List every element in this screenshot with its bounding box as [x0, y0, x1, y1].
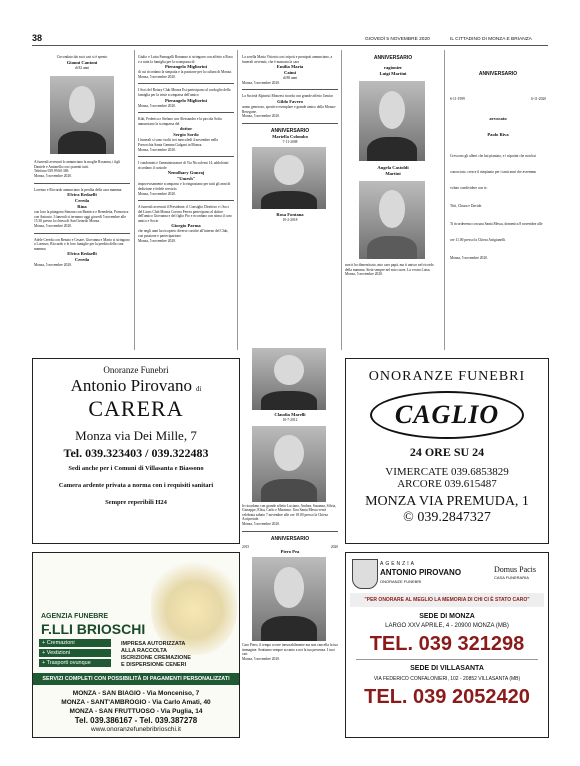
ad-address: Monza via Dei Mille, 7 [75, 428, 197, 443]
obit-photo [359, 181, 425, 259]
obit-text: improvvisamente scomparso e lo ringraziano per tutti gli anni di dedizione e fedele servizio. [138, 182, 231, 191]
column-3 [242, 55, 338, 223]
ad-logo-text: CAGLIO [394, 400, 500, 429]
obit-date: 6-11-1999 [450, 97, 465, 101]
obit-text: Giulio e Luisa Fumagalli Bonanno si stringono con affetto a Rosa e a tutta la famiglia per la scomparsa di [138, 55, 233, 64]
info-list [121, 641, 191, 669]
column-3-lower [242, 348, 338, 662]
obit-name: Luigi Martini [379, 71, 407, 76]
obit-text: Caro Piero, il tempo scorre inesorabilmente ma non cancella la tua immagine. Sentiamo sempre accanto a noi la tua presenza. I tuoi cari. [242, 643, 338, 657]
ad-phone: VIMERCATE 039.6853829 [385, 466, 509, 478]
obit-name: Martini [385, 171, 401, 176]
obit-year: 2020 [330, 544, 338, 549]
obit-place: Monza, 5 novembre 2020. [138, 74, 176, 79]
obit-text: con loro la piangono Simona con Beatrice e Benedetta, Francesca con Antonio. I funerali si terranno oggi giovedì 5 novembre alle 15.30 presso la chiesa di San Gerardo Monza. [34, 210, 129, 224]
obit-text: A funerali avvenuti il Presidente, il Consiglio Direttivo e i Soci del Lions Club Monza Corona Ferrea partecipano al dolore dell'amico Giovanna e del figlio Pio e ricordano con stima il caro amico e Socio [138, 205, 232, 223]
info-line: E DISPERSIONE CENERI [121, 662, 187, 668]
obit-date: 10-7-2012 [282, 418, 298, 422]
obit-place: Monza, 5 novembre 2020. [345, 272, 383, 277]
info-line: ALLA RACCOLTA [121, 648, 168, 654]
service-item: + Vestizioni [39, 649, 111, 657]
obit-text: Crescono gli alberi che hai piantato, e i nipotini che non hai conosciuto, cresce il rimpianto per i tanti anni che avremmo voluto condividere con te. [450, 153, 537, 190]
obit-place: Monza, 5 novembre 2020. [34, 173, 72, 178]
ad-address: MONZA VIA PREMUDA, 1 [365, 494, 529, 509]
obit-text: I condomini e l'amministratore di Via Niccolemi 14, addolorati ricordano il custode [138, 161, 229, 170]
obit-photo [252, 557, 326, 641]
anniversary-title: ANNIVERSARIO [478, 71, 518, 77]
column-1 [34, 55, 130, 268]
anniversary-title: ANNIVERSARIO [270, 535, 310, 542]
obit-name: Rosa Fontana [276, 212, 304, 218]
obit-date: 10-2-2018 [282, 218, 298, 223]
obit-date: 6-11-2020 [531, 97, 546, 101]
obit-place: Monza, 5 novembre 2020. [138, 103, 176, 108]
agency-name: ANTONIO PIROVANO [380, 568, 462, 577]
obit-photo [50, 76, 114, 154]
ad-name: CARERA [88, 396, 184, 421]
obit-text: Titti, Chiara e Davide. [450, 203, 483, 208]
header-paper: IL CITTADINO DI MONZA E BRIANZA [450, 37, 532, 42]
ad-phone: TEL. 039 321298 [369, 633, 525, 655]
obit-name: Giorgio Parma [171, 223, 201, 229]
obit-text: di cui ricordano la simpatia e la passione per la cultura di Monza. [138, 70, 232, 75]
obit-name: Piero Pea [280, 549, 300, 555]
obit-name: Claudia Marelli [274, 412, 306, 417]
agency-name: F.LLI BRIOSCHI [41, 621, 146, 637]
obit-name: Cereda [74, 257, 90, 263]
obit-name: Rina [77, 204, 87, 210]
obit-name: Caimi [284, 70, 296, 76]
obit-place: Monza, 5 novembre 2020. [242, 114, 280, 119]
obit-name: Pierangelo Migliorini [165, 97, 207, 103]
obit-text: Kiki, Federica e Stefano con Alessandro e la piccola Sofia annunciano la scomparsa del [138, 117, 222, 126]
motto: "PER ONORARE AL MEGLIO LA MEMORIA DI CHI CI È STATO CARO" [350, 593, 544, 607]
obit-year: 2015 [242, 544, 250, 549]
obit-text: La Società Alpinisti Monzesi ricorda con grande affetto l'amico [242, 94, 334, 99]
obit-text: Adele Cereda con Renato e Cesare, Giovanna e Mario si stringono a Lorenzo, Riccardo e le loro famiglie per la perdita della cara mamma [34, 237, 130, 251]
ad-address: MONZA - SAN FRUTTUOSO - Via Puglia, 14 [69, 708, 203, 715]
service-label: Trasporti ovunque [46, 660, 91, 666]
obit-nickname: "Umesh" [176, 176, 196, 182]
obit-photo [359, 81, 425, 161]
obit-place: Monza, 5 novembre 2020. [242, 656, 280, 661]
obit-name: Gildo Favero [277, 98, 303, 104]
anniversary-title: ANNIVERSARIO [270, 127, 310, 134]
ad-line: ONORANZE FUNEBRI [368, 369, 526, 384]
column-4 [345, 55, 441, 277]
col-separator [134, 50, 135, 350]
ad-line: 24 ORE SU 24 [409, 445, 485, 459]
obit-text: uomo generoso, sportivo esemplare e grande amico della Monza-Resegone. [242, 104, 336, 114]
obit-intro: Circondato dai suoi cari si è spento [56, 55, 108, 59]
obit-name: Gianni Cantoni [66, 59, 98, 65]
obit-text: I Soci del Rotary Club Monza Est partecipano al cordoglio della famiglia per la triste scomparsa dell'amico [138, 88, 231, 97]
obit-place: Monza, 5 novembre 2020. [138, 191, 176, 196]
obit-text: I funerali si sono svolti ieri mercoledì 4 novembre nella Parrocchia Santa Gemma Galgani in Monza. [138, 138, 218, 147]
page-number: 38 [32, 33, 43, 43]
info-line: IMPRESA AUTORIZZATA [121, 641, 186, 647]
service-label: Cremazioni [46, 640, 75, 646]
obit-date: 7-11-2008 [282, 139, 298, 144]
column-5 [450, 55, 546, 261]
obit-name: Pierangelo Migliorini [165, 64, 207, 70]
obit-place: Monza, 5 novembre 2020. [242, 80, 280, 85]
ad-address: VIA FEDERICO CONFALONIERI, 102 - 20852 VILLASANTA (MB) [373, 676, 521, 682]
ad-caglio [345, 358, 549, 544]
obit-text: che negli anni ha ricoperto diverse cariche all'interno del Club, con passione e partecipazione. [138, 229, 229, 239]
ad-web: www.onoranzefunebribrioschi.it [91, 726, 181, 733]
sede-heading: SEDE DI VILLASANTA [410, 665, 484, 672]
col-separator [237, 50, 238, 350]
info-line: ISCRIZIONE CREMAZIONE [121, 655, 191, 661]
header-date: GIOVEDÌ 5 NOVEMBRE 2020 [365, 37, 430, 42]
obit-age: di 88 anni [282, 76, 298, 81]
obit-title: dottor [179, 126, 193, 132]
ad-pirovano-carera [32, 358, 240, 544]
obit-name: Paolo Riva [487, 131, 509, 137]
obit-place: Monza, 5 novembre 2020. [242, 521, 280, 526]
crest-icon [352, 559, 378, 589]
ad-phone: 039.2847327 [417, 510, 491, 525]
banner: SERVIZI COMPLETI CON POSSIBILITÀ DI PAGAMENTI PERSONALIZZATI [33, 673, 239, 685]
service-item: + Cremazioni [39, 639, 111, 647]
obit-text: Ti ricorderemo con una Santa Messa, domenica 8 novembre alle ore 11.00 presso la Chiesa Artigianelli. [450, 222, 543, 243]
ad-phone: ARCORE 039.615487 [397, 478, 497, 490]
ad-address: LARGO XXV APRILE, 4 - 20900 MONZA (MB) [385, 623, 509, 629]
domus-sub: CASA FUNERARIA [494, 575, 529, 580]
ad-address: MONZA - SAN BIAGIO - Via Monceniso, 7 [72, 690, 200, 697]
caglio-logo [370, 391, 524, 439]
ad-di: di [195, 385, 202, 393]
ad-address: MONZA - SANT'AMBROGIO - Via Carlo Amati, 40 [61, 699, 211, 706]
obit-name: Sergio Sordo [173, 132, 199, 138]
ad-line: Onoranze Funebri [103, 365, 169, 375]
obit-place: Monza, 5 novembre 2020. [450, 256, 488, 261]
obit-name: Cereda [74, 198, 90, 204]
obit-title: ragionier [383, 65, 403, 70]
col-separator [444, 50, 445, 350]
obit-text: non ti ho dimenticato, mio caro papà, ma ti unisco nel ricordo della mamma. Siete sempre nel mio cuore. La vostra Luisa. [345, 263, 434, 272]
flower-graphic [151, 555, 237, 655]
ad-phone: Tel. 039.386167 - Tel. 039.387278 [74, 716, 198, 725]
anniversary-title: ANNIVERSARIO [373, 55, 413, 61]
obit-text: La sorella Maria Vittoria con i nipoti e pronipoti annunciano, a funerali avvenuti, che è mancata la cara [242, 55, 333, 64]
ad-line: Sedi anche per i Comuni di Villasanta e Biassono [68, 465, 204, 472]
copyright-icon: © [403, 510, 414, 525]
ad-line: Camera ardente privata a norma con i requisiti sanitari [58, 482, 214, 489]
obit-name: Elvira Redaelli [67, 251, 97, 257]
services-list [39, 639, 111, 667]
obit-photo [252, 348, 326, 410]
obit-place: Monza, 5 novembre 2020. [34, 223, 72, 228]
domus-name: Domus Pacis [494, 565, 536, 574]
agency-sub: ONORANZE FUNEBRI [380, 579, 422, 584]
ad-phone: Tel. 039.323403 / 039.322483 [63, 446, 209, 460]
ad-pirovano [345, 552, 549, 738]
obit-name: Elvira Redaelli [67, 192, 97, 198]
obit-name: Emilia Maria [276, 64, 304, 70]
obit-text: le ricordano con grande affetto Luciano, Andrea, Susanna, Silvia, Giuseppe, Elisa, Carlo e Massimo. Una Santa Messa verrà celebrata sabato 7 novembre alle ore 18.00 presso la Chiesa Arcipretale. [242, 503, 336, 522]
ad-phone: TEL. 039 2052420 [364, 686, 530, 708]
ad-line: Sempre reperibili H24 [105, 499, 167, 506]
obit-age: di 82 anni [74, 65, 90, 70]
obit-name: Nemdhary Gunraj [167, 170, 205, 176]
obit-place: Monza, 5 novembre 2020. [138, 238, 176, 243]
service-item: + Trasporti ovunque [39, 659, 111, 667]
header-rule [32, 45, 548, 46]
sede-heading: SEDE DI MONZA [419, 613, 475, 620]
agency-label: AGENZIA [380, 561, 416, 567]
obit-title: avvocato [489, 115, 507, 121]
obit-place: Monza, 5 novembre 2020. [34, 263, 72, 268]
obit-phone: Telefono 039.99.60.369. [34, 169, 70, 174]
obit-name: Angela Castoldi [377, 165, 409, 170]
obit-photo [252, 147, 326, 209]
obit-place: Monza, 5 novembre 2020. [138, 147, 176, 152]
obit-name: Mariella Colombo [272, 133, 308, 139]
col-separator [341, 50, 342, 350]
obit-text: A funerali avvenuti lo annunciano la moglie Rosanna, i figli Daniele e Antonella con i parenti tutti. [34, 160, 121, 169]
obit-photo [252, 426, 326, 502]
service-label: Vestizioni [46, 650, 70, 656]
ad-name: Antonio Pirovano [70, 376, 192, 395]
obit-text: Lorenzo e Riccardo annunciano la perdita della cara mamma [34, 187, 122, 192]
agency-label: AGENZIA FUNEBRE [41, 613, 109, 620]
ad-brioschi [32, 552, 240, 738]
column-2 [138, 55, 234, 243]
